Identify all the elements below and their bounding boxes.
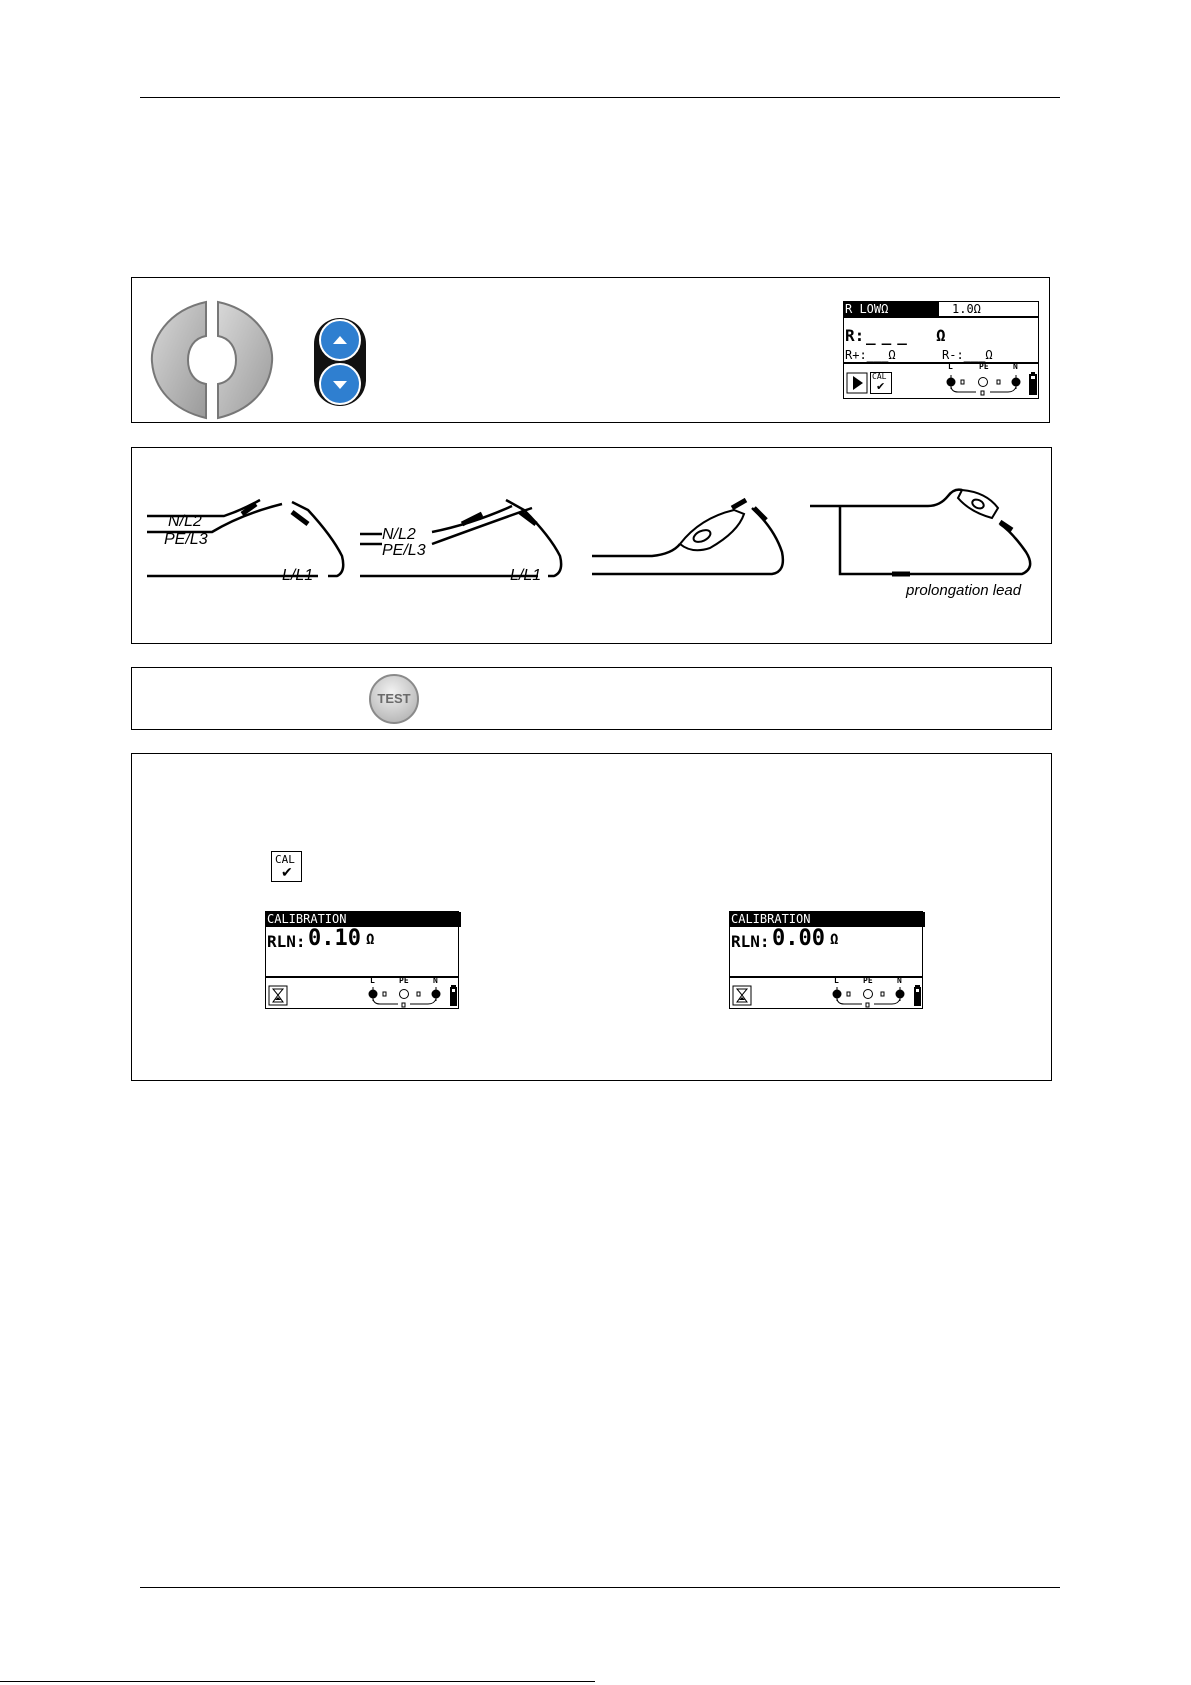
calib-1-term-n: N xyxy=(433,976,438,985)
calib-2-term-l: L xyxy=(834,976,839,985)
lcd-terminal-n: N xyxy=(1013,362,1018,371)
terminal-indicator-icon xyxy=(364,985,448,1009)
label-n-l2-2: N/L2 xyxy=(382,526,416,543)
label-l-l1-2: L/L1 xyxy=(510,567,542,584)
play-icon xyxy=(846,372,868,394)
lcd-terminal-l: L xyxy=(948,362,953,371)
up-arrow-icon[interactable] xyxy=(330,333,350,347)
terminal-indicator-icon xyxy=(942,372,1038,398)
lcd-cal-icon: CAL ✔ xyxy=(870,372,892,394)
lcd-r-unit: Ω xyxy=(936,326,946,345)
lead-connection-panel xyxy=(131,447,1052,644)
lcd-r-label: R: xyxy=(845,326,865,345)
calib-2-title: CALIBRATION xyxy=(730,912,925,927)
footer-rule xyxy=(140,1587,1060,1588)
lcd-r-plus: R+:___Ω xyxy=(845,348,896,362)
calib-1-title: CALIBRATION xyxy=(266,912,461,927)
label-prolongation-lead: prolongation lead xyxy=(906,582,1022,599)
up-down-keys xyxy=(312,316,368,408)
function-select-panel xyxy=(131,277,1050,423)
calib-2-unit: Ω xyxy=(830,932,839,948)
test-key-panel xyxy=(131,667,1052,730)
lcd-rlow-screen xyxy=(843,301,1039,399)
hourglass-icon xyxy=(268,985,288,1006)
function-selector-knob[interactable] xyxy=(148,300,276,420)
calib-2-term-pe: PE xyxy=(863,976,873,985)
down-arrow-icon[interactable] xyxy=(330,378,350,392)
calib-1-term-pe: PE xyxy=(399,976,409,985)
page-bottom-rule xyxy=(0,1681,595,1682)
terminal-indicator-icon xyxy=(828,985,912,1009)
header-rule xyxy=(140,97,1060,98)
calib-1-unit: Ω xyxy=(366,932,375,948)
hourglass-icon xyxy=(732,985,752,1006)
lcd-r-value: ___ xyxy=(866,326,913,345)
calibration-screen-1 xyxy=(265,911,459,1009)
battery-icon xyxy=(449,985,458,1007)
calibration-screen-2 xyxy=(729,911,923,1009)
calib-1-label: RLN: xyxy=(267,932,306,951)
calib-2-term-n: N xyxy=(897,976,902,985)
label-pe-l3-2: PE/L3 xyxy=(382,542,426,559)
battery-icon xyxy=(1028,372,1038,396)
calibration-panel xyxy=(131,753,1052,1081)
calib-1-term-l: L xyxy=(370,976,375,985)
label-l-l1-1: L/L1 xyxy=(282,567,314,584)
label-pe-l3-1: PE/L3 xyxy=(164,531,208,548)
lead-diagrams xyxy=(132,448,1051,643)
calib-2-label: RLN: xyxy=(731,932,770,951)
test-button[interactable]: TEST xyxy=(369,674,419,724)
lcd-r-minus: R-:___Ω xyxy=(942,348,993,362)
label-n-l2-1: N/L2 xyxy=(168,513,202,530)
lcd-terminal-pe: PE xyxy=(979,362,989,371)
calib-2-value: 0.00 xyxy=(772,926,825,951)
cal-icon: CAL ✔ xyxy=(271,851,302,882)
lcd-function-name: R LOWΩ xyxy=(844,302,939,317)
lcd-limit-value: 1.0Ω xyxy=(952,302,981,316)
battery-icon xyxy=(913,985,922,1007)
calib-1-value: 0.10 xyxy=(308,926,361,951)
